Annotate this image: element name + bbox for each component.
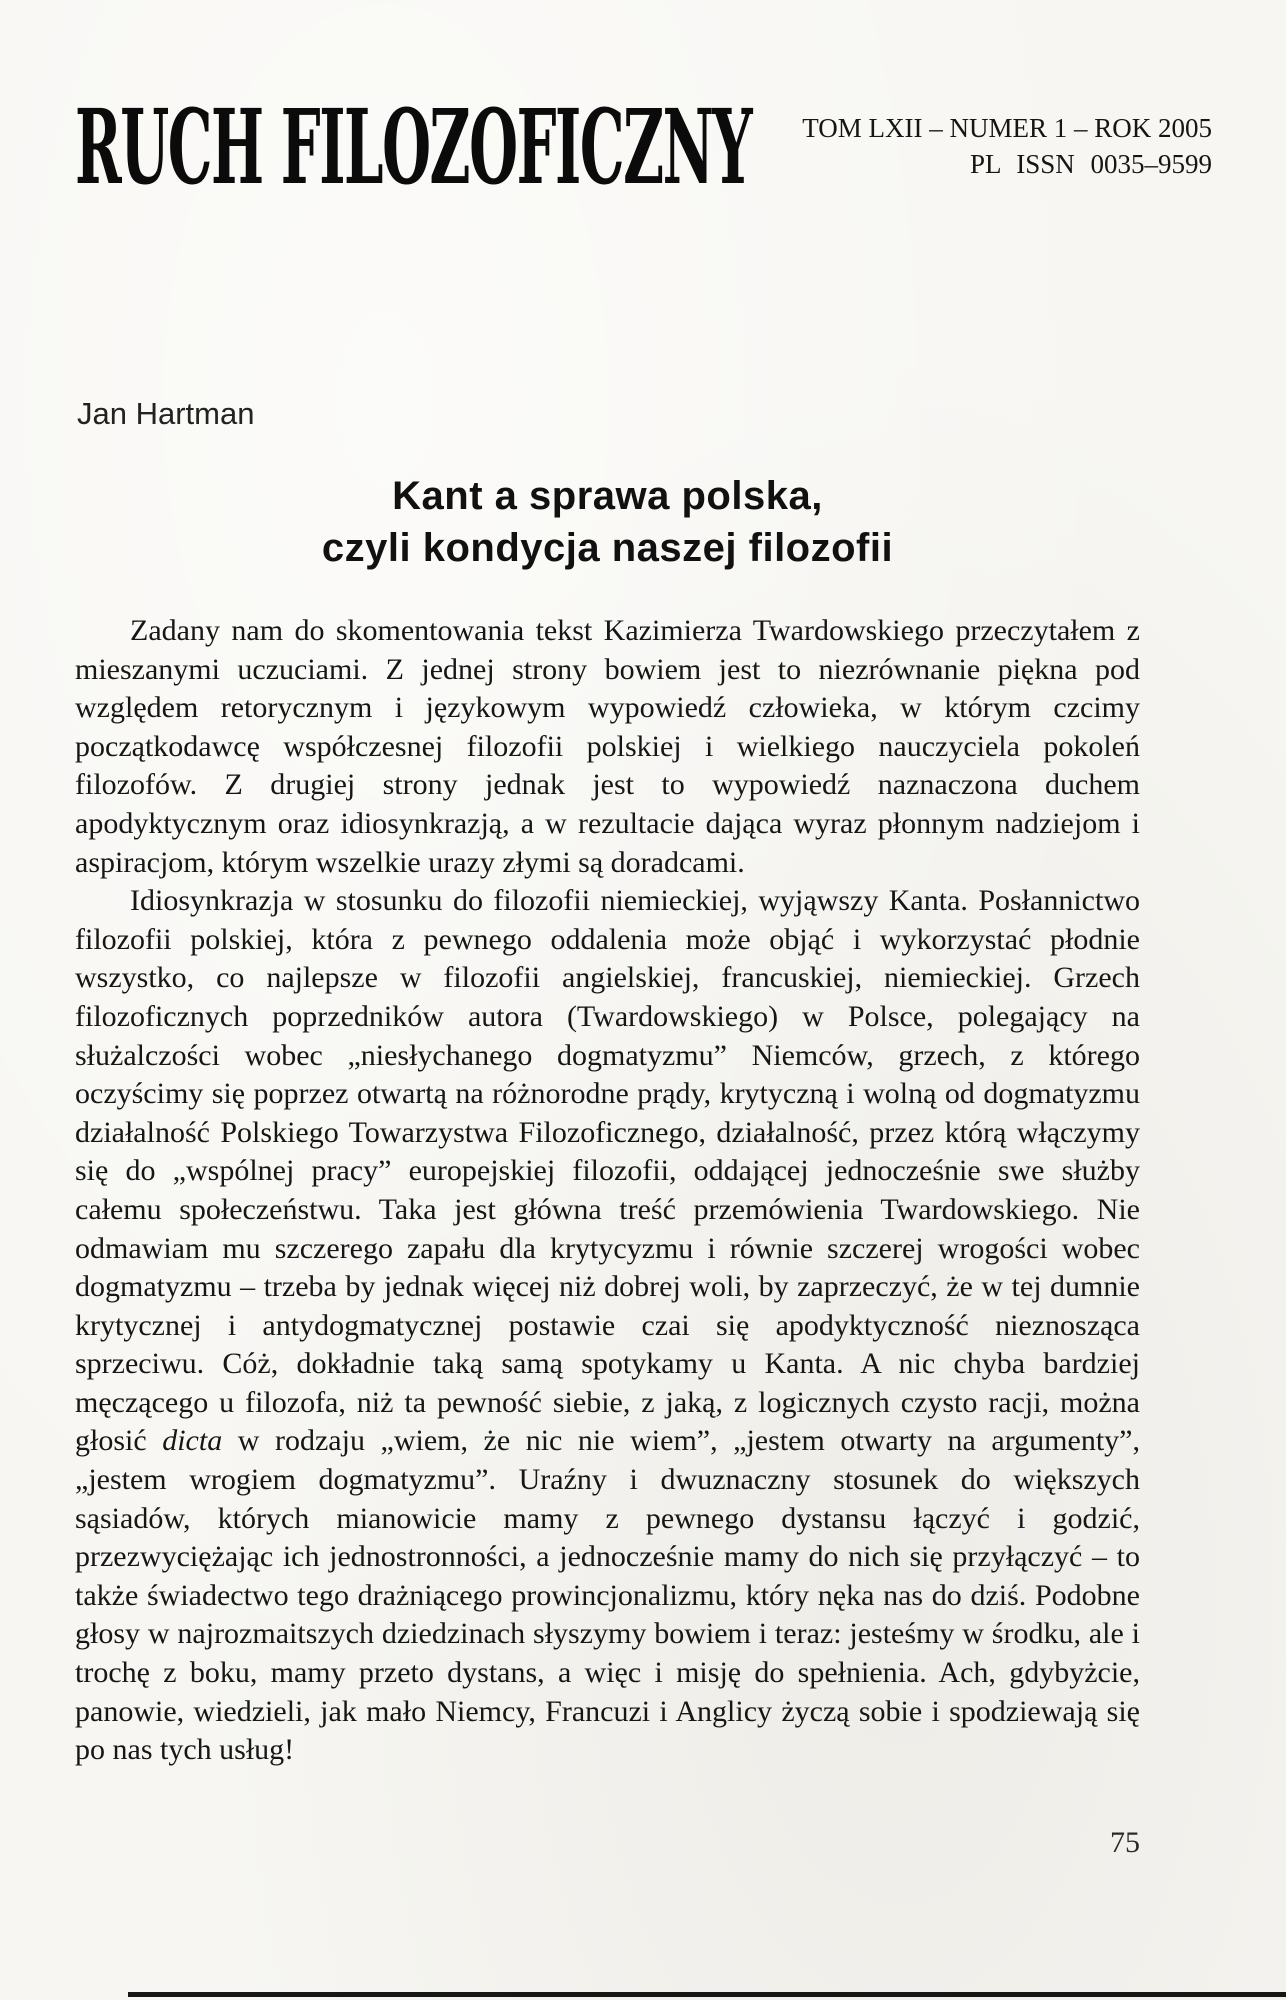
article-body (75, 612, 1140, 1770)
article-title-line1: Kant a sprawa polska, (392, 474, 823, 518)
author-name: Jan Hartman (77, 396, 255, 431)
journal-logo: RUCH FILOZOFICZNY (75, 88, 752, 209)
article-title-line2: czyli kondycja naszej filozofii (321, 526, 894, 570)
body-paragraph-2-text: Idiosynkrazja w stosunku do filozofii niemieckiej, wyjąwszy Kanta. Posłannictwo filozofii polskiej, która z pewnego oddalenia może objąć i wykorzystać płodnie wszystko, co najlepsze w filozofii angielskiej, francuskiej, niemieckiej. Grzech filozoficznych poprzedników autora (Twardowskiego) w Polsce, polegający na służalczości wobec „niesłychanego dogmatyzmu” Niemców, grzech, z którego oczyścimy się poprzez otwartą na różnorodne prądy, krytyczną i wolną od dogmatyzmu działalność Polskiego Towarzystwa Filozoficznego, działalność, przez którą włączymy się do „wspólnej pracy” europejskiej filozofii, oddającej jednocześnie swe służby całemu społeczeństwu. Taka jest główna treść przemówienia Twardowskiego. Nie odmawiam mu szczerego zapału dla krytycyzmu i równie szczerej wrogości wobec dogmatyzmu – trzeba by jednak więcej niż dobrej woli, by zaprzeczyć, że w tej dumnie krytycznej i antydogmatycznej postawie czai się apodyktyczność nieznosząca sprzeciwu. Cóż, dokładnie taką samą spotykamy u Kanta. A nic chyba bardziej męczącego u filozofa, niż ta pewność siebie, z jaką, z logicznych czysto racji, można głosić (75, 884, 1140, 1458)
body-paragraph-2-text-continued: w rodzaju „wiem, że nic nie wiem”, „jestem otwarty na argumenty”, „jestem wrogiem dogmatyzmu”. Uraźny i dwuznaczny stosunek do większych sąsiadów, których mianowicie mamy z pewnego dystansu łączyć i godzić, przezwyciężając ich jednostronności, a jednocześnie mamy do nich się przyłączyć – to także świadectwo tego drażniącego prowincjonalizmu, który nęka nas do dziś. Podobne głosy w najrozmaitszych dziedzinach słyszymy bowiem i teraz: jesteśmy w środku, ale i trochę z boku, mamy przeto dystans, a więc i misję do spełnienia. Ach, gdybyżcie, panowie, wiedzieli, jak mało Niemcy, Francuzi i Anglicy życzą sobie i spodziewają się po nas tych usług! (75, 1424, 1140, 1767)
scan-edge-line (128, 1992, 1286, 1997)
volume-line: TOM LXII – NUMER 1 – ROK 2005 (802, 113, 1212, 143)
body-paragraph-2-italic-term: dicta (162, 1424, 223, 1458)
body-paragraph-2 (75, 882, 1140, 1770)
issn-line: PL ISSN 0035–9599 (969, 149, 1212, 179)
masthead-right-block (802, 110, 1212, 182)
page-number: 75 (1110, 1826, 1140, 1859)
article-title (75, 470, 1140, 574)
body-paragraph-1: Zadany nam do skomentowania tekst Kazimierza Twardowskiego przeczytałem z mieszanymi uczuciami. Z jednej strony bowiem jest to niezrównanie piękna pod względem retorycznym i językowym wypowiedź człowieka, w którym czcimy początkodawcę współczesnej filozofii polskiej i wielkiego nauczyciela pokoleń filozofów. Z drugiej strony jednak jest to wypowiedź naznaczona duchem apodyktycznym oraz idiosynkrazją, a w rezultacie dająca wyraz płonnym nadziejom i aspiracjom, którym wszelkie urazy złymi są doradcami. (75, 614, 1140, 879)
